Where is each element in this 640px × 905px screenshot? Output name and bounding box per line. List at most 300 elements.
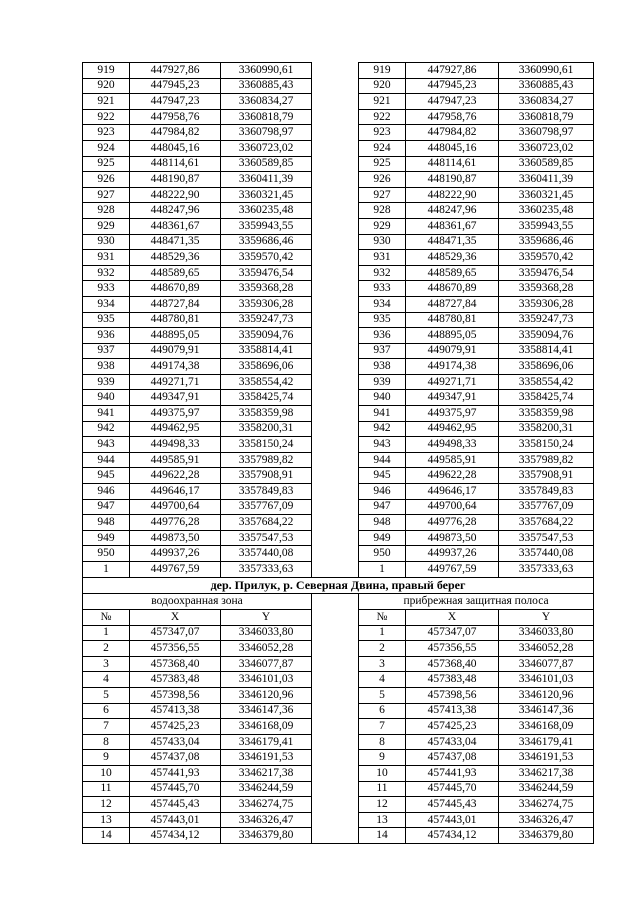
right-point-number: 4 <box>359 672 406 688</box>
left-x-coordinate: 457398,56 <box>130 687 221 703</box>
left-point-number: 938 <box>83 359 130 375</box>
table-row <box>83 234 594 250</box>
left-x-coordinate: 448471,35 <box>130 234 221 250</box>
right-x-coordinate: 447927,86 <box>406 63 499 79</box>
left-x-coordinate: 449347,91 <box>130 390 221 406</box>
left-y-header: Y <box>221 609 312 625</box>
right-x-header: X <box>406 609 499 625</box>
table-row <box>83 94 594 110</box>
table-row <box>83 468 594 484</box>
left-point-number: 932 <box>83 265 130 281</box>
left-y-coordinate: 3346274,75 <box>221 797 312 813</box>
left-point-number: 944 <box>83 452 130 468</box>
right-x-coordinate: 457398,56 <box>406 687 499 703</box>
left-x-coordinate: 448114,61 <box>130 156 221 172</box>
left-y-coordinate: 3360235,48 <box>221 203 312 219</box>
right-y-coordinate: 3346168,09 <box>499 719 594 735</box>
right-point-number: 2 <box>359 641 406 657</box>
spacer-cell <box>312 641 359 657</box>
table-row <box>83 156 594 172</box>
left-y-coordinate: 3358359,98 <box>221 406 312 422</box>
spacer-cell <box>312 781 359 797</box>
left-num-header: № <box>83 609 130 625</box>
left-point-number: 919 <box>83 63 130 79</box>
spacer-cell <box>312 296 359 312</box>
right-point-number: 1 <box>359 625 406 641</box>
table-row <box>83 750 594 766</box>
right-point-number: 937 <box>359 343 406 359</box>
left-y-coordinate: 3346379,80 <box>221 828 312 844</box>
right-x-coordinate: 448670,89 <box>406 281 499 297</box>
right-point-number: 927 <box>359 187 406 203</box>
left-point-number: 936 <box>83 328 130 344</box>
left-x-coordinate: 449271,71 <box>130 374 221 390</box>
right-y-coordinate: 3346052,28 <box>499 641 594 657</box>
right-point-number: 14 <box>359 828 406 844</box>
left-x-coordinate: 448727,84 <box>130 296 221 312</box>
left-point-number: 3 <box>83 656 130 672</box>
left-point-number: 945 <box>83 468 130 484</box>
left-y-coordinate: 3346179,41 <box>221 734 312 750</box>
left-y-coordinate: 3359686,46 <box>221 234 312 250</box>
right-y-coordinate: 3357849,83 <box>499 484 594 500</box>
right-point-number: 926 <box>359 172 406 188</box>
spacer-cell <box>312 374 359 390</box>
left-x-coordinate: 457443,01 <box>130 812 221 828</box>
left-point-number: 941 <box>83 406 130 422</box>
spacer-cell <box>312 343 359 359</box>
left-point-number: 920 <box>83 78 130 94</box>
left-y-coordinate: 3359094,76 <box>221 328 312 344</box>
left-x-coordinate: 457433,04 <box>130 734 221 750</box>
left-x-coordinate: 457445,43 <box>130 797 221 813</box>
left-x-coordinate: 448529,36 <box>130 250 221 266</box>
spacer-cell <box>312 250 359 266</box>
left-x-coordinate: 449174,38 <box>130 359 221 375</box>
spacer-cell <box>312 187 359 203</box>
spacer-cell <box>312 484 359 500</box>
table-row <box>83 390 594 406</box>
right-y-header: Y <box>499 609 594 625</box>
table-row <box>83 187 594 203</box>
left-y-coordinate: 3346191,53 <box>221 750 312 766</box>
left-x-coordinate: 449767,59 <box>130 562 221 578</box>
left-x-coordinate: 457356,55 <box>130 641 221 657</box>
left-point-number: 923 <box>83 125 130 141</box>
left-x-coordinate: 449462,95 <box>130 421 221 437</box>
table-row <box>83 515 594 531</box>
left-x-coordinate: 457368,40 <box>130 656 221 672</box>
left-point-number: 940 <box>83 390 130 406</box>
left-y-coordinate: 3360990,61 <box>221 63 312 79</box>
right-y-coordinate: 3346077,87 <box>499 656 594 672</box>
left-point-number: 921 <box>83 94 130 110</box>
coordinates-document <box>82 62 593 844</box>
left-point-number: 11 <box>83 781 130 797</box>
left-y-coordinate: 3359247,73 <box>221 312 312 328</box>
left-x-coordinate: 448670,89 <box>130 281 221 297</box>
coordinates-table <box>82 62 594 844</box>
left-x-coordinate: 449646,17 <box>130 484 221 500</box>
table-row <box>83 546 594 562</box>
spacer-cell <box>312 140 359 156</box>
right-point-number: 947 <box>359 499 406 515</box>
spacer-cell <box>312 672 359 688</box>
left-y-coordinate: 3357908,91 <box>221 468 312 484</box>
left-point-number: 14 <box>83 828 130 844</box>
left-point-number: 8 <box>83 734 130 750</box>
right-x-coordinate: 449462,95 <box>406 421 499 437</box>
right-point-number: 925 <box>359 156 406 172</box>
right-y-coordinate: 3360990,61 <box>499 63 594 79</box>
right-x-coordinate: 447945,23 <box>406 78 499 94</box>
right-point-number: 11 <box>359 781 406 797</box>
spacer-cell <box>312 312 359 328</box>
spacer-cell <box>312 546 359 562</box>
spacer-cell <box>312 94 359 110</box>
section-header <box>83 577 594 625</box>
left-x-coordinate: 448589,65 <box>130 265 221 281</box>
left-point-number: 2 <box>83 641 130 657</box>
left-y-coordinate: 3357767,09 <box>221 499 312 515</box>
spacer-cell <box>312 687 359 703</box>
table-row <box>83 140 594 156</box>
spacer-cell <box>312 203 359 219</box>
left-y-coordinate: 3346052,28 <box>221 641 312 657</box>
right-x-coordinate: 457383,48 <box>406 672 499 688</box>
table-row <box>83 656 594 672</box>
right-y-coordinate: 3359943,55 <box>499 218 594 234</box>
right-x-coordinate: 447984,82 <box>406 125 499 141</box>
left-x-coordinate: 457437,08 <box>130 750 221 766</box>
left-point-number: 9 <box>83 750 130 766</box>
right-y-coordinate: 3357440,08 <box>499 546 594 562</box>
right-x-coordinate: 448589,65 <box>406 265 499 281</box>
right-y-coordinate: 3346244,59 <box>499 781 594 797</box>
left-x-coordinate: 449498,33 <box>130 437 221 453</box>
left-x-coordinate: 457425,23 <box>130 719 221 735</box>
left-y-coordinate: 3359368,28 <box>221 281 312 297</box>
left-y-coordinate: 3346101,03 <box>221 672 312 688</box>
spacer-cell <box>312 515 359 531</box>
left-y-coordinate: 3357547,53 <box>221 530 312 546</box>
right-x-coordinate: 449174,38 <box>406 359 499 375</box>
left-point-number: 935 <box>83 312 130 328</box>
right-y-coordinate: 3358814,41 <box>499 343 594 359</box>
table-row <box>83 63 594 79</box>
left-point-number: 942 <box>83 421 130 437</box>
right-x-coordinate: 457443,01 <box>406 812 499 828</box>
left-point-number: 939 <box>83 374 130 390</box>
left-x-coordinate: 449873,50 <box>130 530 221 546</box>
right-point-number: 922 <box>359 109 406 125</box>
right-x-coordinate: 448222,90 <box>406 187 499 203</box>
right-point-number: 3 <box>359 656 406 672</box>
left-y-coordinate: 3357440,08 <box>221 546 312 562</box>
left-x-coordinate: 448045,16 <box>130 140 221 156</box>
right-x-coordinate: 449271,71 <box>406 374 499 390</box>
spacer-cell <box>312 406 359 422</box>
left-x-coordinate: 457383,48 <box>130 672 221 688</box>
table-row <box>83 78 594 94</box>
left-x-coordinate: 449700,64 <box>130 499 221 515</box>
top-rows <box>83 63 594 578</box>
right-x-coordinate: 448471,35 <box>406 234 499 250</box>
left-point-number: 7 <box>83 719 130 735</box>
table-row <box>83 437 594 453</box>
right-point-number: 943 <box>359 437 406 453</box>
right-y-coordinate: 3360321,45 <box>499 187 594 203</box>
left-point-number: 10 <box>83 765 130 781</box>
table-row <box>83 562 594 578</box>
spacer-cell <box>312 359 359 375</box>
left-point-number: 930 <box>83 234 130 250</box>
right-point-number: 935 <box>359 312 406 328</box>
left-y-coordinate: 3358425,74 <box>221 390 312 406</box>
left-x-coordinate: 447945,23 <box>130 78 221 94</box>
left-x-coordinate: 448361,67 <box>130 218 221 234</box>
left-y-coordinate: 3359306,28 <box>221 296 312 312</box>
right-x-coordinate: 448045,16 <box>406 140 499 156</box>
left-x-coordinate: 457413,38 <box>130 703 221 719</box>
table-row <box>83 641 594 657</box>
left-y-coordinate: 3360798,97 <box>221 125 312 141</box>
table-row <box>83 328 594 344</box>
left-point-number: 946 <box>83 484 130 500</box>
left-y-coordinate: 3359476,54 <box>221 265 312 281</box>
right-y-coordinate: 3360885,43 <box>499 78 594 94</box>
spacer-cell <box>312 265 359 281</box>
right-x-coordinate: 449937,26 <box>406 546 499 562</box>
left-point-number: 925 <box>83 156 130 172</box>
right-y-coordinate: 3346033,80 <box>499 625 594 641</box>
right-y-coordinate: 3360834,27 <box>499 94 594 110</box>
right-x-coordinate: 457434,12 <box>406 828 499 844</box>
spacer-cell <box>312 703 359 719</box>
right-y-coordinate: 3346379,80 <box>499 828 594 844</box>
spacer-cell <box>312 437 359 453</box>
left-y-coordinate: 3346168,09 <box>221 719 312 735</box>
left-y-coordinate: 3346033,80 <box>221 625 312 641</box>
left-y-coordinate: 3359943,55 <box>221 218 312 234</box>
left-y-coordinate: 3357849,83 <box>221 484 312 500</box>
spacer-cell <box>312 281 359 297</box>
table-row <box>83 281 594 297</box>
right-point-number: 936 <box>359 328 406 344</box>
left-point-number: 922 <box>83 109 130 125</box>
right-y-coordinate: 3346101,03 <box>499 672 594 688</box>
left-y-coordinate: 3346147,36 <box>221 703 312 719</box>
table-row <box>83 452 594 468</box>
left-point-number: 12 <box>83 797 130 813</box>
right-x-coordinate: 449622,28 <box>406 468 499 484</box>
right-y-coordinate: 3359306,28 <box>499 296 594 312</box>
right-y-coordinate: 3360235,48 <box>499 203 594 219</box>
left-point-number: 950 <box>83 546 130 562</box>
right-x-coordinate: 457437,08 <box>406 750 499 766</box>
right-point-number: 13 <box>359 812 406 828</box>
right-point-number: 9 <box>359 750 406 766</box>
right-x-coordinate: 457425,23 <box>406 719 499 735</box>
right-num-header: № <box>359 609 406 625</box>
left-y-coordinate: 3358814,41 <box>221 343 312 359</box>
table-row <box>83 203 594 219</box>
right-x-coordinate: 449700,64 <box>406 499 499 515</box>
right-y-coordinate: 3358150,24 <box>499 437 594 453</box>
left-x-coordinate: 449622,28 <box>130 468 221 484</box>
table-row <box>83 812 594 828</box>
spacer-cell <box>312 78 359 94</box>
right-x-coordinate: 449498,33 <box>406 437 499 453</box>
left-y-coordinate: 3357989,82 <box>221 452 312 468</box>
left-x-coordinate: 447947,23 <box>130 94 221 110</box>
right-point-number: 5 <box>359 687 406 703</box>
left-point-number: 4 <box>83 672 130 688</box>
right-point-number: 8 <box>359 734 406 750</box>
table-row <box>83 265 594 281</box>
right-point-number: 7 <box>359 719 406 735</box>
spacer-cell <box>312 109 359 125</box>
right-x-coordinate: 457445,70 <box>406 781 499 797</box>
left-y-coordinate: 3360723,02 <box>221 140 312 156</box>
left-y-coordinate: 3346326,47 <box>221 812 312 828</box>
right-point-number: 933 <box>359 281 406 297</box>
spacer-cell <box>312 499 359 515</box>
table-row <box>83 359 594 375</box>
table-row <box>83 343 594 359</box>
table-row <box>83 374 594 390</box>
right-x-coordinate: 447947,23 <box>406 94 499 110</box>
right-x-coordinate: 449646,17 <box>406 484 499 500</box>
left-point-number: 948 <box>83 515 130 531</box>
table-row <box>83 828 594 844</box>
left-x-coordinate: 457434,12 <box>130 828 221 844</box>
left-y-coordinate: 3360321,45 <box>221 187 312 203</box>
right-x-coordinate: 448247,96 <box>406 203 499 219</box>
table-row <box>83 312 594 328</box>
right-x-coordinate: 449347,91 <box>406 390 499 406</box>
section-title: дер. Прилук, р. Северная Двина, правый берег <box>83 577 594 593</box>
left-x-coordinate: 448895,05 <box>130 328 221 344</box>
left-y-coordinate: 3358150,24 <box>221 437 312 453</box>
spacer-cell <box>312 734 359 750</box>
right-zone-title: прибрежная защитная полоса <box>359 593 594 609</box>
table-row <box>83 125 594 141</box>
spacer-cell <box>312 172 359 188</box>
left-y-coordinate: 3360885,43 <box>221 78 312 94</box>
right-point-number: 940 <box>359 390 406 406</box>
right-point-number: 950 <box>359 546 406 562</box>
right-x-coordinate: 457433,04 <box>406 734 499 750</box>
right-point-number: 10 <box>359 765 406 781</box>
left-y-coordinate: 3359570,42 <box>221 250 312 266</box>
right-point-number: 944 <box>359 452 406 468</box>
left-y-coordinate: 3360834,27 <box>221 94 312 110</box>
right-x-coordinate: 449776,28 <box>406 515 499 531</box>
right-x-coordinate: 448190,87 <box>406 172 499 188</box>
left-x-coordinate: 447958,76 <box>130 109 221 125</box>
left-point-number: 934 <box>83 296 130 312</box>
left-point-number: 13 <box>83 812 130 828</box>
right-y-coordinate: 3359476,54 <box>499 265 594 281</box>
table-row <box>83 421 594 437</box>
left-y-coordinate: 3357333,63 <box>221 562 312 578</box>
left-x-coordinate: 448780,81 <box>130 312 221 328</box>
left-y-coordinate: 3357684,22 <box>221 515 312 531</box>
left-point-number: 924 <box>83 140 130 156</box>
right-y-coordinate: 3359570,42 <box>499 250 594 266</box>
left-x-coordinate: 447927,86 <box>130 63 221 79</box>
right-x-coordinate: 457445,43 <box>406 797 499 813</box>
left-point-number: 5 <box>83 687 130 703</box>
spacer-cell <box>312 812 359 828</box>
spacer-cell <box>312 828 359 844</box>
right-x-coordinate: 457368,40 <box>406 656 499 672</box>
left-x-coordinate: 449937,26 <box>130 546 221 562</box>
left-point-number: 1 <box>83 625 130 641</box>
right-x-coordinate: 448895,05 <box>406 328 499 344</box>
spacer-cell <box>312 750 359 766</box>
spacer-cell <box>312 656 359 672</box>
right-point-number: 930 <box>359 234 406 250</box>
right-point-number: 921 <box>359 94 406 110</box>
right-y-coordinate: 3357989,82 <box>499 452 594 468</box>
right-point-number: 938 <box>359 359 406 375</box>
right-y-coordinate: 3346217,38 <box>499 765 594 781</box>
left-y-coordinate: 3360818,79 <box>221 109 312 125</box>
right-y-coordinate: 3357333,63 <box>499 562 594 578</box>
right-point-number: 949 <box>359 530 406 546</box>
right-y-coordinate: 3357767,09 <box>499 499 594 515</box>
right-y-coordinate: 3360411,39 <box>499 172 594 188</box>
right-point-number: 920 <box>359 78 406 94</box>
right-y-coordinate: 3358696,06 <box>499 359 594 375</box>
right-x-coordinate: 448361,67 <box>406 218 499 234</box>
table-row <box>83 781 594 797</box>
right-y-coordinate: 3360798,97 <box>499 125 594 141</box>
left-point-number: 937 <box>83 343 130 359</box>
table-row <box>83 250 594 266</box>
left-x-coordinate: 449079,91 <box>130 343 221 359</box>
table-row <box>83 765 594 781</box>
right-point-number: 948 <box>359 515 406 531</box>
right-x-coordinate: 448114,61 <box>406 156 499 172</box>
right-y-coordinate: 3359686,46 <box>499 234 594 250</box>
left-x-coordinate: 457347,07 <box>130 625 221 641</box>
left-y-coordinate: 3358554,42 <box>221 374 312 390</box>
left-x-header: X <box>130 609 221 625</box>
spacer-cell <box>312 797 359 813</box>
right-y-coordinate: 3360589,85 <box>499 156 594 172</box>
left-point-number: 947 <box>83 499 130 515</box>
right-x-coordinate: 457347,07 <box>406 625 499 641</box>
right-point-number: 929 <box>359 218 406 234</box>
table-row <box>83 484 594 500</box>
right-point-number: 924 <box>359 140 406 156</box>
table-row <box>83 172 594 188</box>
left-point-number: 949 <box>83 530 130 546</box>
right-y-coordinate: 3346326,47 <box>499 812 594 828</box>
spacer-cell <box>312 390 359 406</box>
spacer-cell <box>312 562 359 578</box>
left-x-coordinate: 457441,93 <box>130 765 221 781</box>
left-point-number: 927 <box>83 187 130 203</box>
spacer-cell <box>312 530 359 546</box>
left-y-coordinate: 3358200,31 <box>221 421 312 437</box>
spacer-cell <box>312 593 359 609</box>
right-point-number: 942 <box>359 421 406 437</box>
right-y-coordinate: 3346147,36 <box>499 703 594 719</box>
